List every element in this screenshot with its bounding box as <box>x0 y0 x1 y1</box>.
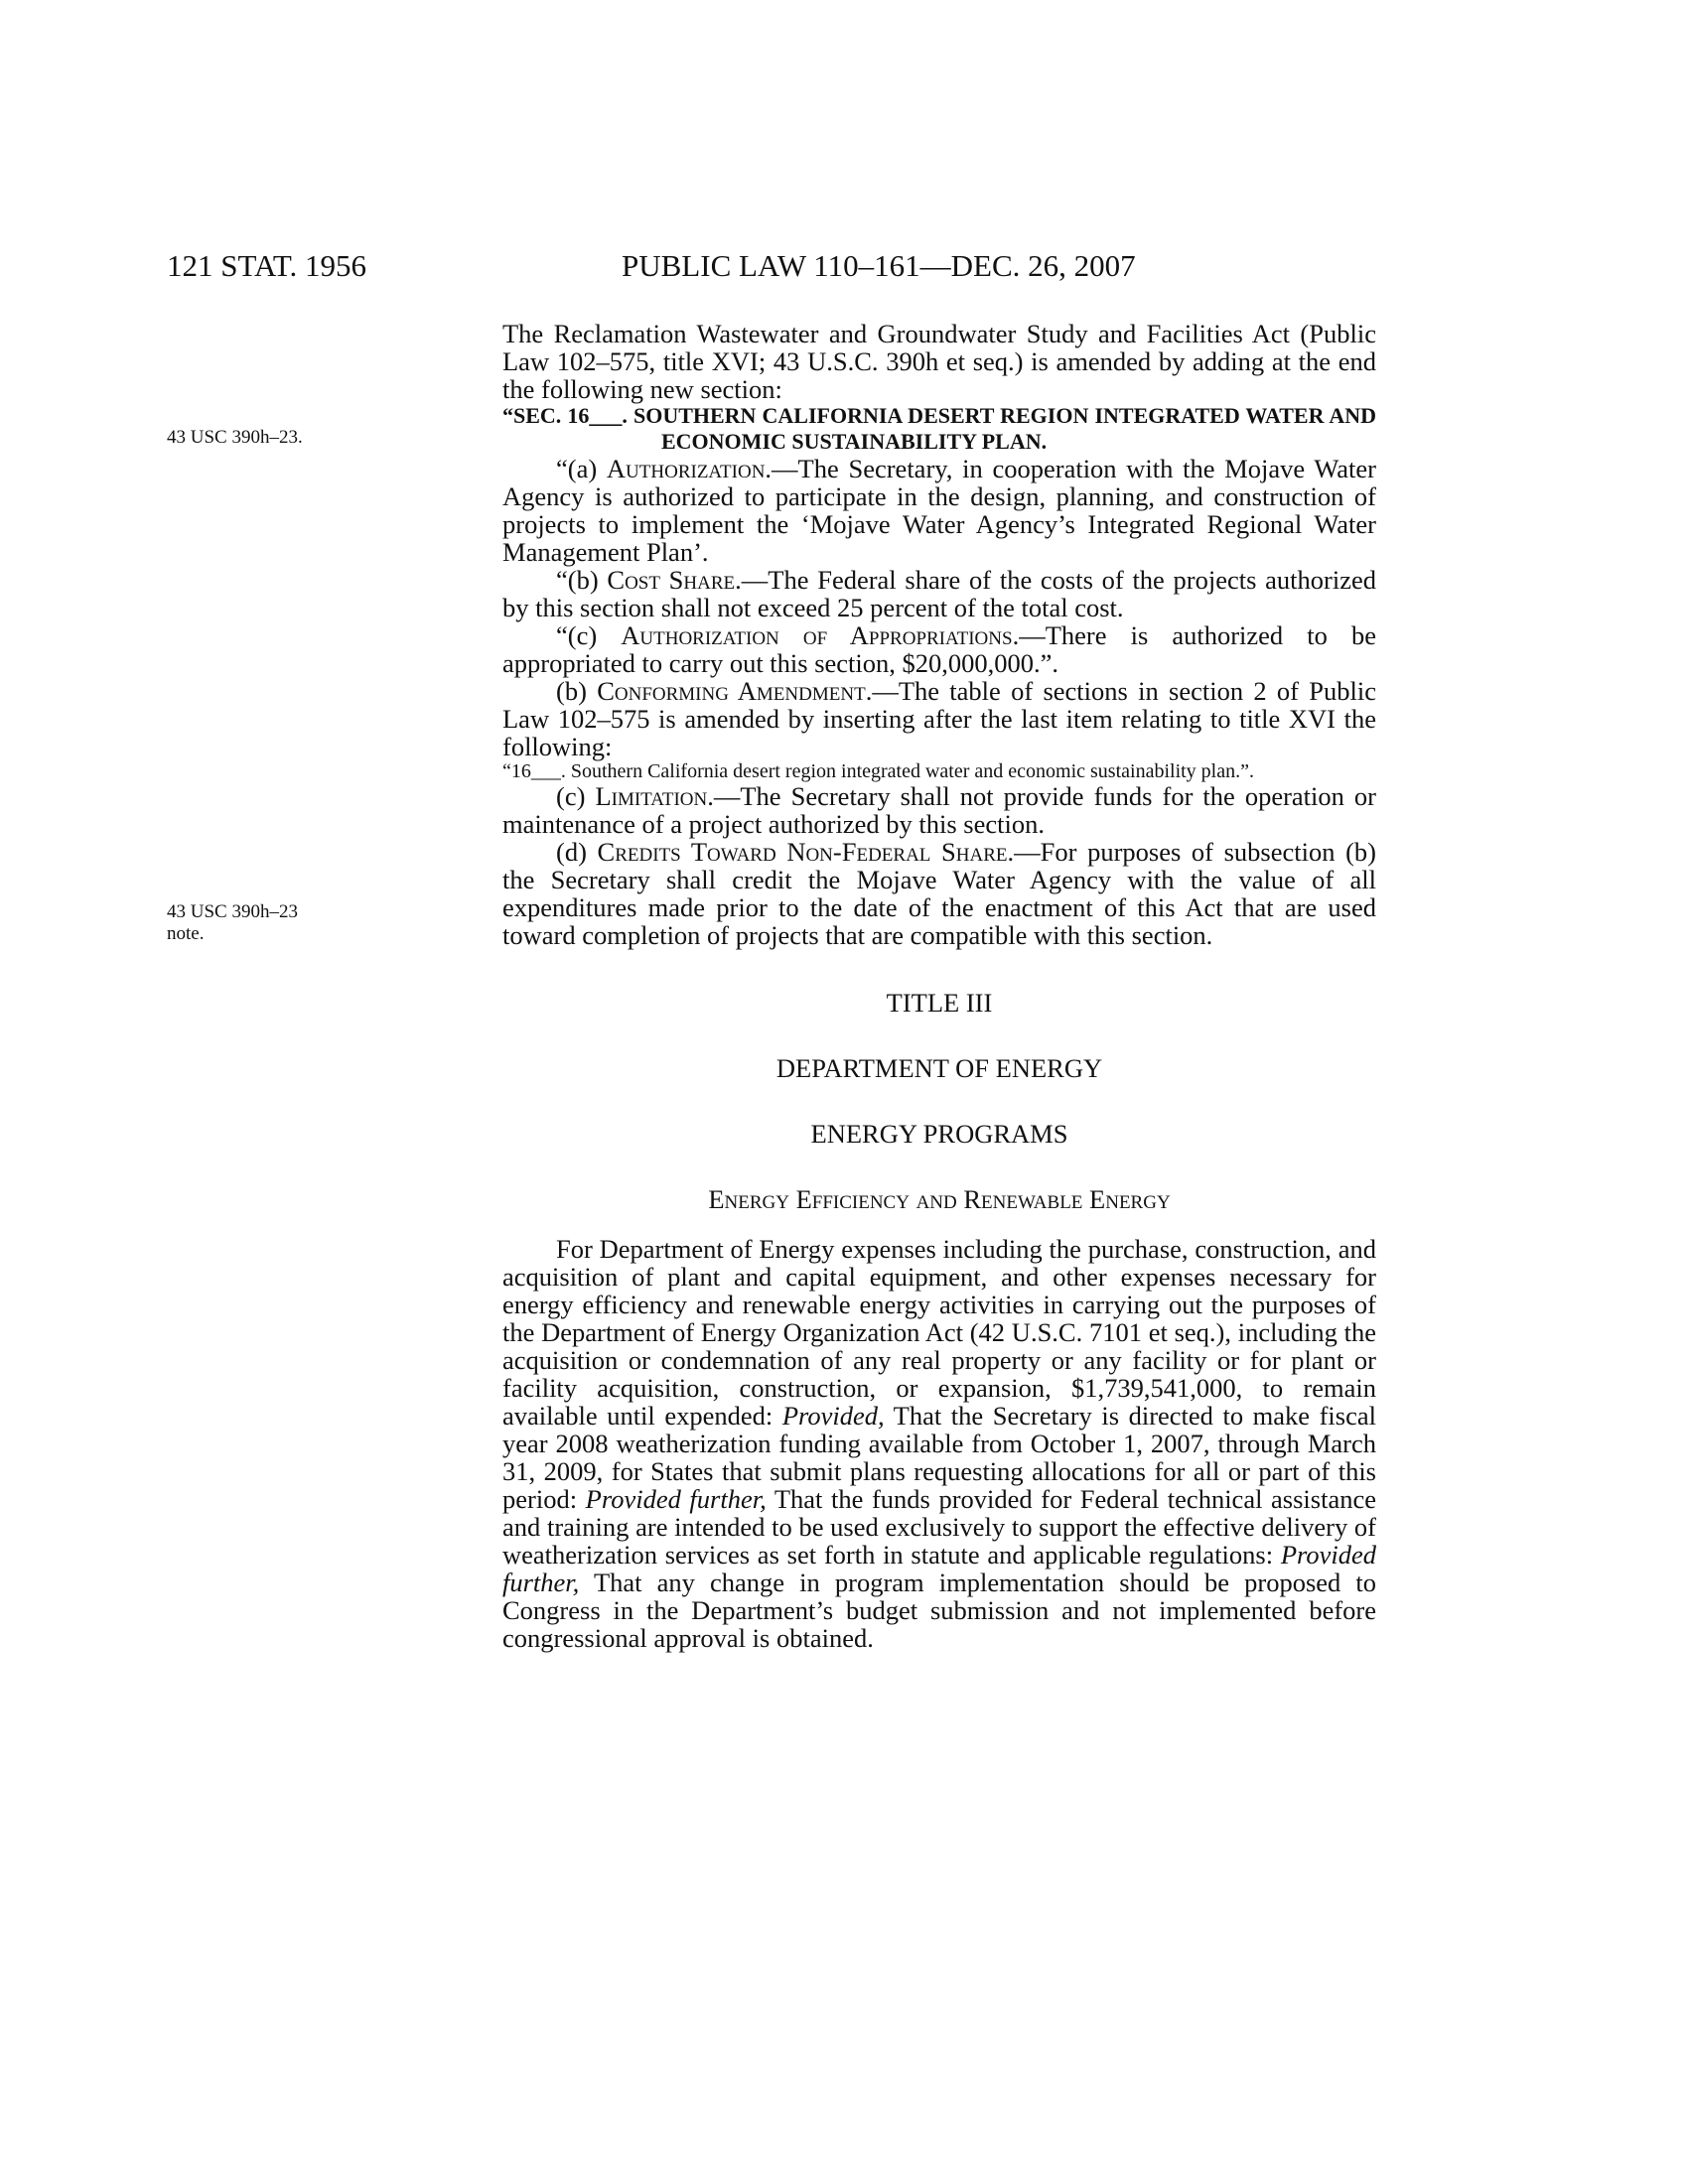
account-subheading: Energy Efficiency and Renewable Energy <box>708 1184 1171 1214</box>
paragraph-c <box>502 621 1376 677</box>
section-heading: “SEC. 16___. SOUTHERN CALIFORNIA DESERT REGION INTEGRATED WATER AND ECONOMIC SUSTAINABILITY PLAN. <box>502 403 1376 454</box>
paragraph-a <box>502 455 1376 566</box>
margin-note-line: note. <box>167 923 205 944</box>
page-header <box>0 248 1688 288</box>
paragraph-label: (c) <box>556 781 596 811</box>
paragraph-text: .—The Secretary, in cooperation with the Mojave Water Agency is authorized to participate in the design, planning, and construction of projects to implement the ‘Mojave Water Agency’s Integrated Regional Water Management Plan’. <box>502 454 1376 567</box>
paragraph-text: That the funds provided for Federal technical assistance and training are intended to be used exclusively to support the effective delivery of weatherization services as set forth in statute and applicable regulations: <box>502 1484 1376 1570</box>
energy-paragraph <box>502 1235 1376 1652</box>
programs-heading: ENERGY PROGRAMS <box>810 1119 1068 1149</box>
table-of-sections-item: “16___. Southern California desert region integrated water and economic sustainability plan.”. <box>502 760 1254 782</box>
department-heading: DEPARTMENT OF ENERGY <box>775 1053 1103 1083</box>
running-head: PUBLIC LAW 110–161—DEC. 26, 2007 <box>622 248 1136 283</box>
margin-note-citation-note <box>167 901 336 945</box>
paragraph-label: “(b) <box>556 565 608 595</box>
paragraph-text: .—There is authorized to be appropriated to carry out this section, $20,000,000.”. <box>502 620 1376 678</box>
paragraph-caption: Authorization of Appropriations <box>621 620 1013 650</box>
paragraph-text: For Department of Energy expenses including the purchase, construction, and acquisition of plant and capital equipment, and other expenses necessary for energy efficiency and renewable energy activities in carrying out the purposes of the Department of Energy Organization Act (42 U.S.C. 7101 et seq.), including the acquisition or condemnation of any real property or any facility or for plant or facility acquisition, construction, or expansion, $1,739,541,000, to remain available until expended: <box>502 1234 1376 1431</box>
margin-note-citation: 43 USC 390h–23. <box>167 427 303 448</box>
paragraph-caption: Conforming Amendment <box>597 676 866 706</box>
paragraph-caption: Credits Toward Non-Federal Share <box>597 837 1008 867</box>
conforming-amendment-paragraph <box>502 677 1376 760</box>
paragraph-label: “(a) <box>556 454 607 483</box>
paragraph-text: .—The Secretary shall not provide funds for the operation or maintenance of a project authorized by this section. <box>502 781 1376 839</box>
paragraph-caption: Cost Share <box>607 565 736 595</box>
paragraph-text: That the Secretary is directed to make fiscal year 2008 weatherization funding available from October 1, 2007, through March 31, 2009, for States that submit plans requesting allocations for all or part of this period: <box>502 1401 1376 1514</box>
paragraph-caption: Limitation <box>595 781 708 811</box>
paragraph-b <box>502 566 1376 621</box>
paragraph-text: .—The table of sections in section 2 of Public Law 102–575 is amended by inserting after the last item relating to title XVI the following: <box>502 676 1377 761</box>
paragraph-label: (b) <box>556 676 598 706</box>
paragraph-text: .—The Federal share of the costs of the projects authorized by this section shall not exceed 25 percent of the total cost. <box>502 565 1376 622</box>
title-heading: TITLE III <box>886 988 993 1018</box>
proviso-italic: Provided further, <box>502 1540 1376 1597</box>
paragraph-caption: Authorization <box>606 454 766 483</box>
paragraph-text: .—For purposes of subsection (b) the Secretary shall credit the Mojave Water Agency with the value of all expenditures made prior to the date of the enactment of this Act that are used toward completion of projects that are compatible with this section. <box>502 837 1376 950</box>
main-text <box>502 320 1376 1652</box>
statute-page-number: 121 STAT. 1956 <box>167 248 367 283</box>
paragraph-label: (d) <box>556 837 598 867</box>
intro-paragraph: The Reclamation Wastewater and Groundwater Study and Facilities Act (Public Law 102–575, title XVI; 43 U.S.C. 390h et seq.) is amended by adding at the end the following new section: <box>502 319 1376 404</box>
credits-paragraph <box>502 838 1376 949</box>
paragraph-label: “(c) <box>556 620 622 650</box>
proviso-italic: Provided further, <box>585 1484 767 1514</box>
paragraph-text: That any change in program implementation should be proposed to Congress in the Department’s budget submission and not implemented before congressional approval is obtained. <box>502 1568 1376 1653</box>
proviso-italic: Provided, <box>781 1401 885 1431</box>
margin-note-line: 43 USC 390h–23 <box>167 901 298 922</box>
limitation-paragraph <box>502 782 1376 838</box>
